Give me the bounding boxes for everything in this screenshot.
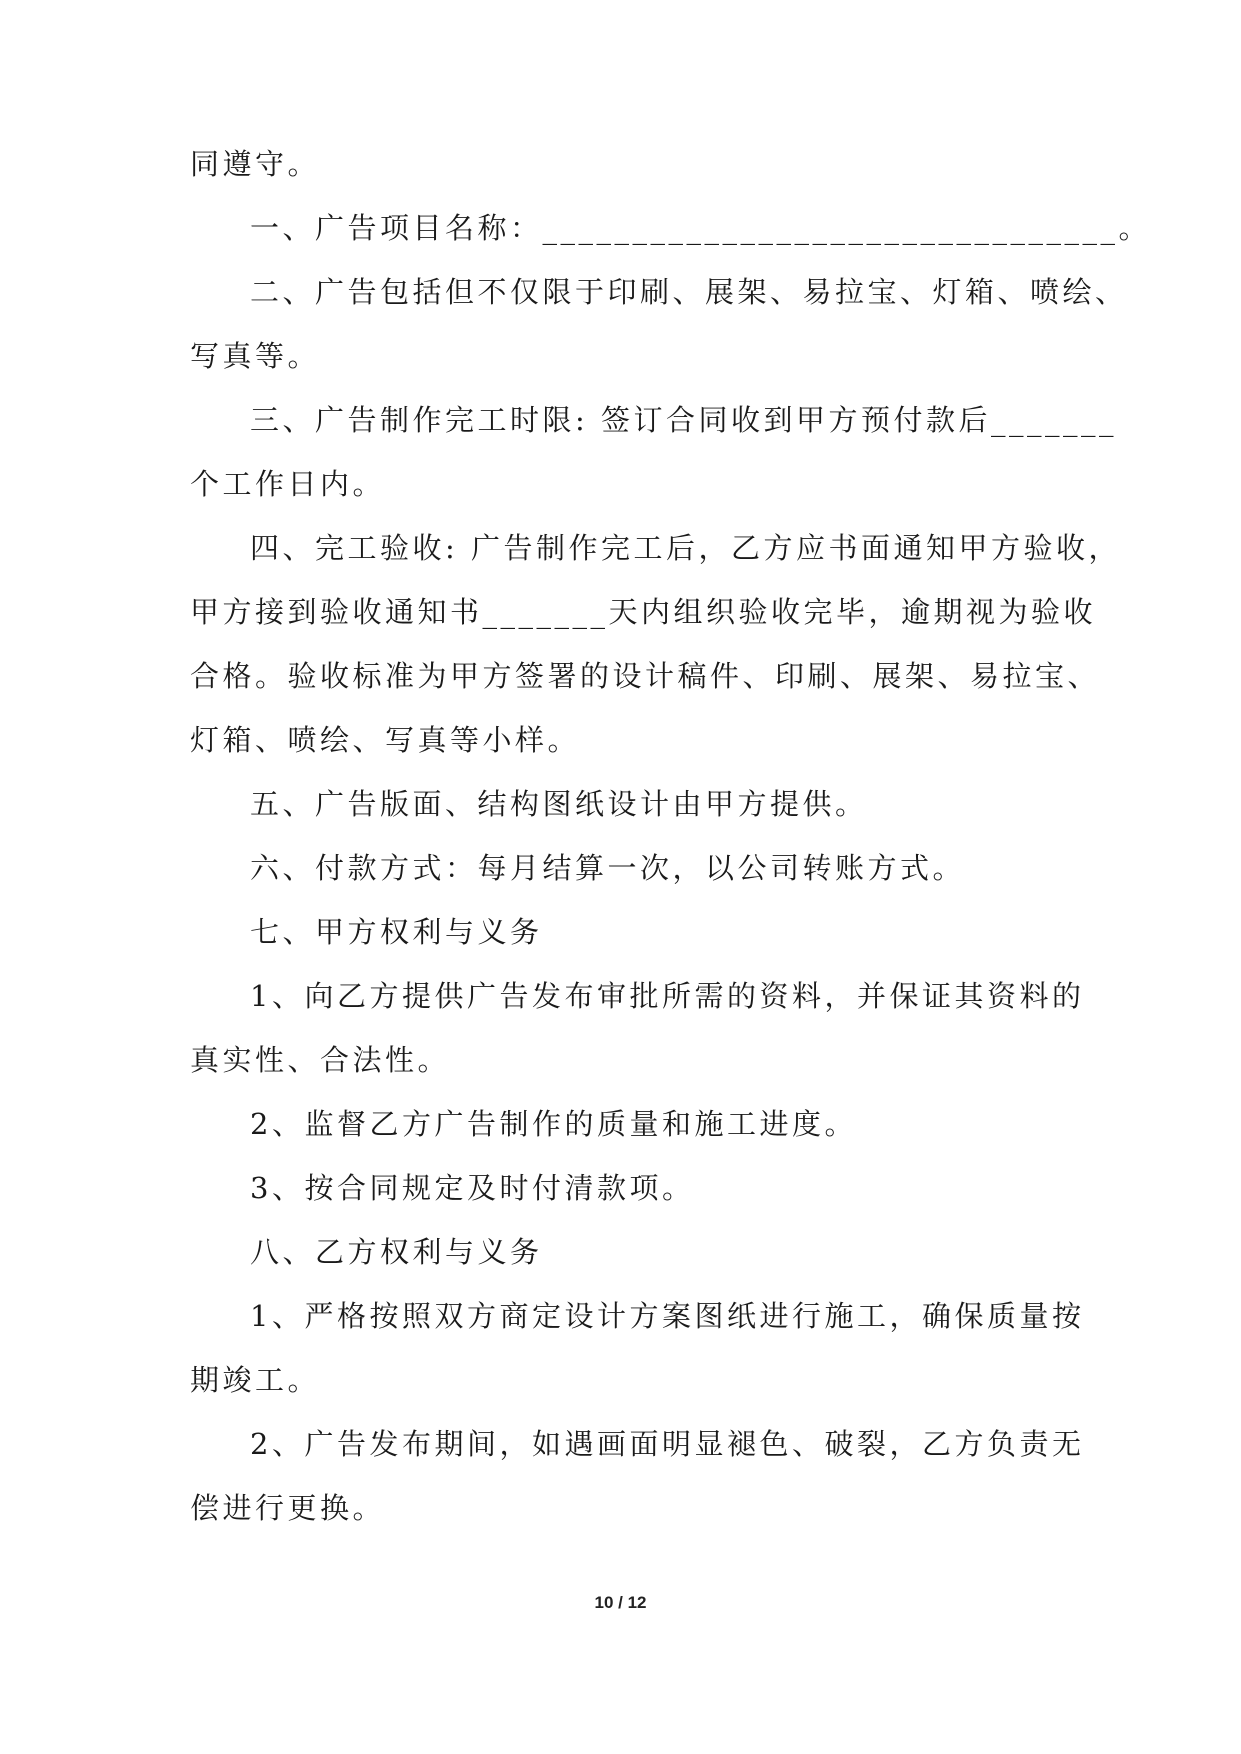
text-line: 写真等。 <box>190 339 321 373</box>
text-line: 合格。验收标准为甲方签署的设计稿件、印刷、展架、易拉宝、 <box>190 659 1101 693</box>
section-heading: 七、甲方权利与义务 <box>250 915 543 949</box>
text-line: 期竣工。 <box>190 1363 321 1397</box>
text-line: 真实性、合法性。 <box>190 1043 451 1077</box>
section-heading: 八、乙方权利与义务 <box>250 1235 543 1269</box>
text-line: 五、广告版面、结构图纸设计由甲方提供。 <box>250 787 868 821</box>
text-line: 1、向乙方提供广告发布审批所需的资料，并保证其资料的 <box>250 979 1085 1013</box>
text-line: 2、监督乙方广告制作的质量和施工进度。 <box>250 1107 857 1141</box>
text-line: 三、广告制作完工时限: 签订合同收到甲方预付款后_______ <box>250 403 1117 437</box>
text-line: 1、严格按照双方商定设计方案图纸进行施工，确保质量按 <box>250 1299 1085 1333</box>
text-line: 一、广告项目名称：________________________________。 <box>250 211 1152 245</box>
text-line: 甲方接到验收通知书_______天内组织验收完毕，逾期视为验收 <box>190 595 1097 629</box>
text-line: 六、付款方式：每月结算一次，以公司转账方式。 <box>250 851 966 885</box>
text-line: 同遵守。 <box>190 147 321 181</box>
text-line: 个工作日内。 <box>190 467 386 501</box>
page-number: 10 / 12 <box>594 1593 647 1612</box>
text-line: 二、广告包括但不仅限于印刷、展架、易拉宝、灯箱、喷绘、 <box>250 275 1128 309</box>
text-line: 灯箱、喷绘、写真等小样。 <box>190 723 581 757</box>
text-line: 四、完工验收: 广告制作完工后，乙方应书面通知甲方验收， <box>250 531 1121 565</box>
text-line: 偿进行更换。 <box>190 1491 386 1525</box>
text-line: 2、广告发布期间，如遇画面明显褪色、破裂，乙方负责无 <box>250 1427 1085 1461</box>
text-line: 3、按合同规定及时付清款项。 <box>250 1171 695 1205</box>
